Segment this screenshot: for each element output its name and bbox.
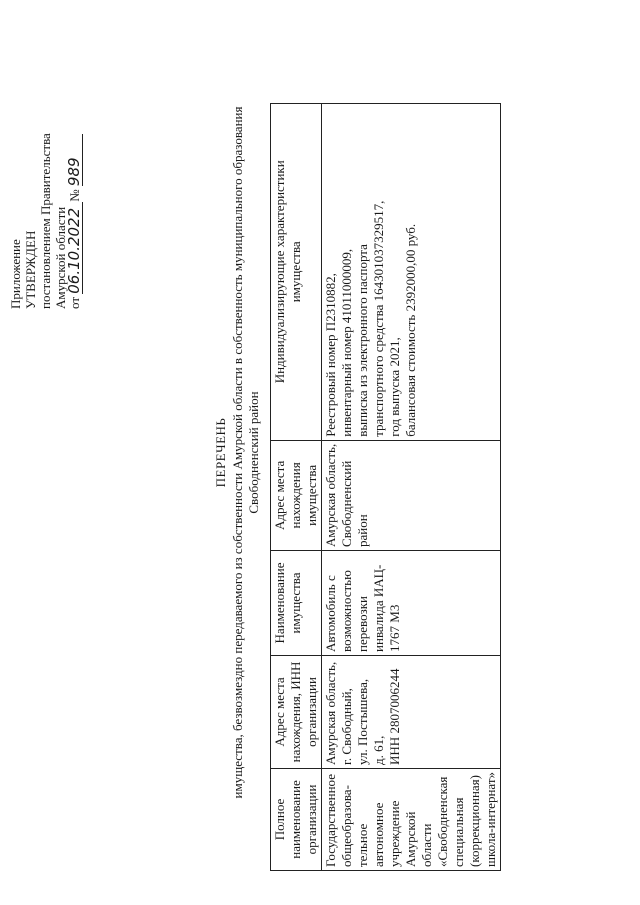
column-header: Наименование имущества (271, 550, 322, 655)
number-prefix: № (67, 189, 82, 202)
table-row (322, 103, 501, 870)
date-value: 06.10.2022 (67, 202, 83, 294)
approved-label: УТВЕРЖДЕН (23, 230, 38, 309)
region-label: Амурской области (53, 206, 68, 309)
column-header: Адрес места нахождения, ИНН организации (271, 655, 322, 768)
cell-organization-name: Государственное общеобразова- тельное автономное учреждение Амурской области «Свободненская специальная (коррекционная) школа-интернат» (322, 768, 501, 870)
column-header: Полное наименование организации (271, 768, 322, 870)
document-title: ПЕРЕЧЕНЬ (213, 417, 228, 488)
cell-organization-address: Амурская область, г. Свободный, ул. Постышева, д. 61, ИНН 2807006244 (322, 655, 501, 768)
number-value: 989 (67, 134, 83, 186)
cell-property-name: Автомобиль с возможностью перевозки инвалида ИАЦ- 1767 М3 (322, 550, 501, 655)
date-prefix: от (67, 296, 82, 309)
cell-property-characteristics: Реестровый номер П2310882, инвентарный номер 41011000009, выписка из электронного паспорта транспортного средства 164301037329517, год выпуска 2021, балансовая стоимость 2392000,00 руб. (322, 103, 501, 440)
date-line (67, 134, 83, 309)
table-header-row (271, 103, 322, 870)
cell-property-address: Амурская область, Свободненский район (322, 440, 501, 550)
document-subtitle: имущества, безвозмездно передаваемого из собственности Амурской области в собственность муниципального образования (230, 106, 245, 799)
column-header: Адрес места нахождения имущества (271, 440, 322, 550)
district-name: Свободненский район (246, 391, 261, 514)
resolution-label: постановлением Правительства (38, 133, 53, 309)
property-table (270, 103, 501, 871)
column-header: Индивидуализирующие характеристики имущества (271, 103, 322, 440)
appendix-label: Приложение (8, 239, 23, 309)
